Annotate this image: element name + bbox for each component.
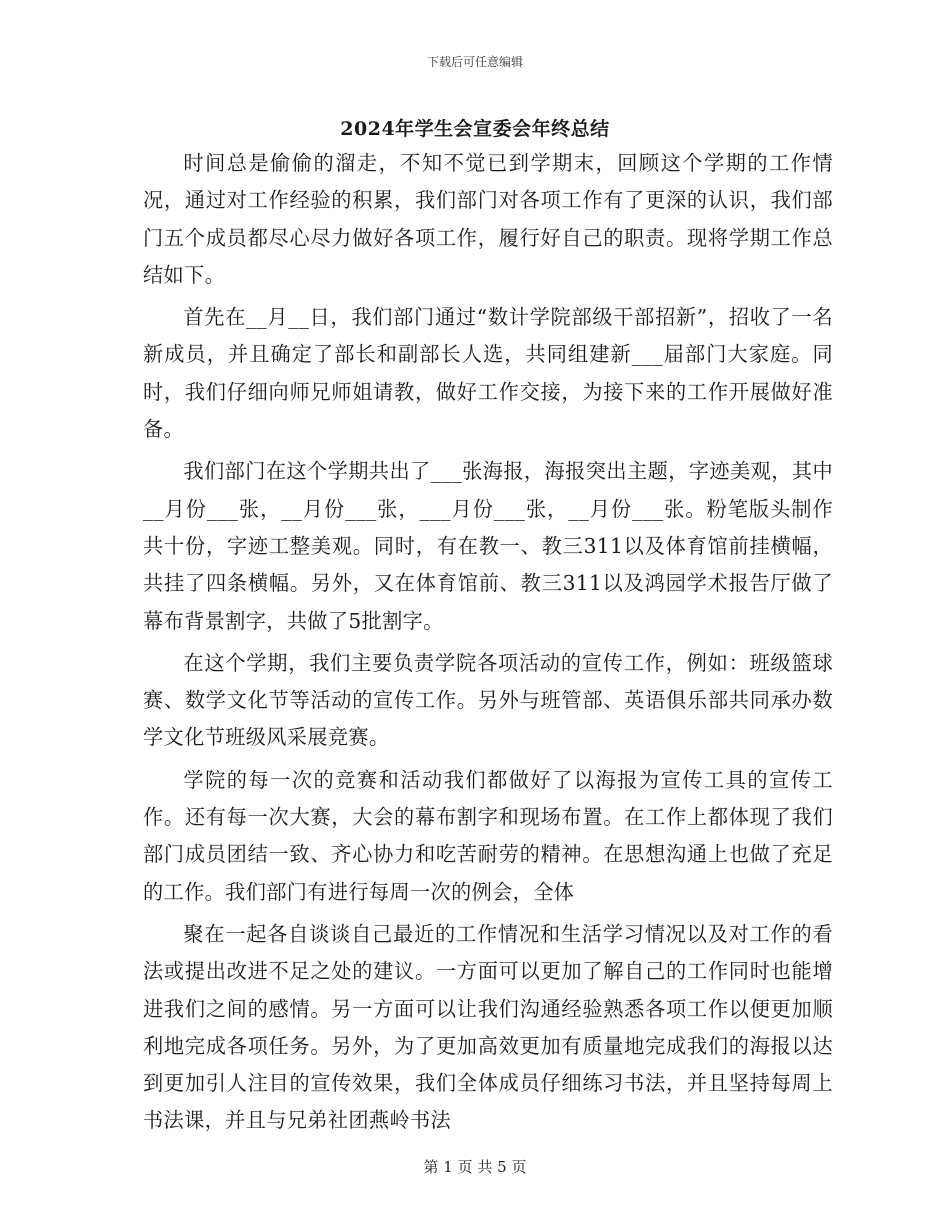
document-body xyxy=(143,145,833,1145)
paragraph-intro: 时间总是偷偷的溜走，不知不觉已到学期末，回顾这个学期的工作情况，通过对工作经验的积累，我们部门对各项工作有了更深的认识，我们部门五个成员都尽心尽力做好各项工作，履行好自己的职责。现将学期工作总结如下。 xyxy=(143,151,833,287)
paragraph-publicity: 在这个学期，我们主要负责学院各项活动的宣传工作，例如：班级篮球赛、数学文化节等活动的宣传工作。另外与班管部、英语俱乐部共同承办数学文化节班级风采展竞赛。 xyxy=(143,650,833,750)
document-title: 2024年学生会宣委会年终总结 xyxy=(340,118,610,140)
page-header-note: 下载后可任意编辑 xyxy=(426,55,523,69)
paragraph-meetings: 聚在一起各自谈谈自己最近的工作情况和生活学习情况以及对工作的看法或提出改进不足之处的建议。一方面可以更加了解自己的工作同时也能增进我们之间的感情。另一方面可以让我们沟通经验熟悉各项工作以便更加顺利地完成各项任务。另外，为了更加高效更加有质量地完成我们的海报以达到更加引人注目的宣传效果，我们全体成员仔细练习书法，并且坚持每周上书法课，并且与兄弟社团燕岭书法 xyxy=(143,921,833,1133)
paragraph-posters: 我们部门在这个学期共出了___张海报，海报突出主题，字迹美观，其中__月份___张，__月份___张，___月份___张，__月份___张。粉笔版头制作共十份，字迹工整美观。同时，有在教一、教三311以及体育馆前挂横幅，共挂了四条横幅。另外，又在体育馆前、教三311以及鸿园学术报告厅做了幕布背景割字，共做了5批割字。 xyxy=(143,459,833,633)
paragraph-recruitment: 首先在__月__日，我们部门通过“数计学院部级干部招新”，招收了一名新成员，并且确定了部长和副部长人选，共同组建新___届部门大家庭。同时，我们仔细向师兄师姐请教，做好工作交接，为接下来的工作开展做好准备。 xyxy=(143,305,833,442)
page-number: 第 1 页 共 5 页 xyxy=(423,1158,527,1176)
paragraph-teamwork: 学院的每一次的竞赛和活动我们都做好了以海报为宣传工具的宣传工作。还有每一次大赛，大会的幕布割字和现场布置。在工作上都体现了我们部门成员团结一致、齐心协力和吃苦耐劳的精神。在思想沟通上也做了充足的工作。我们部门有进行每周一次的例会，全体 xyxy=(143,767,833,904)
